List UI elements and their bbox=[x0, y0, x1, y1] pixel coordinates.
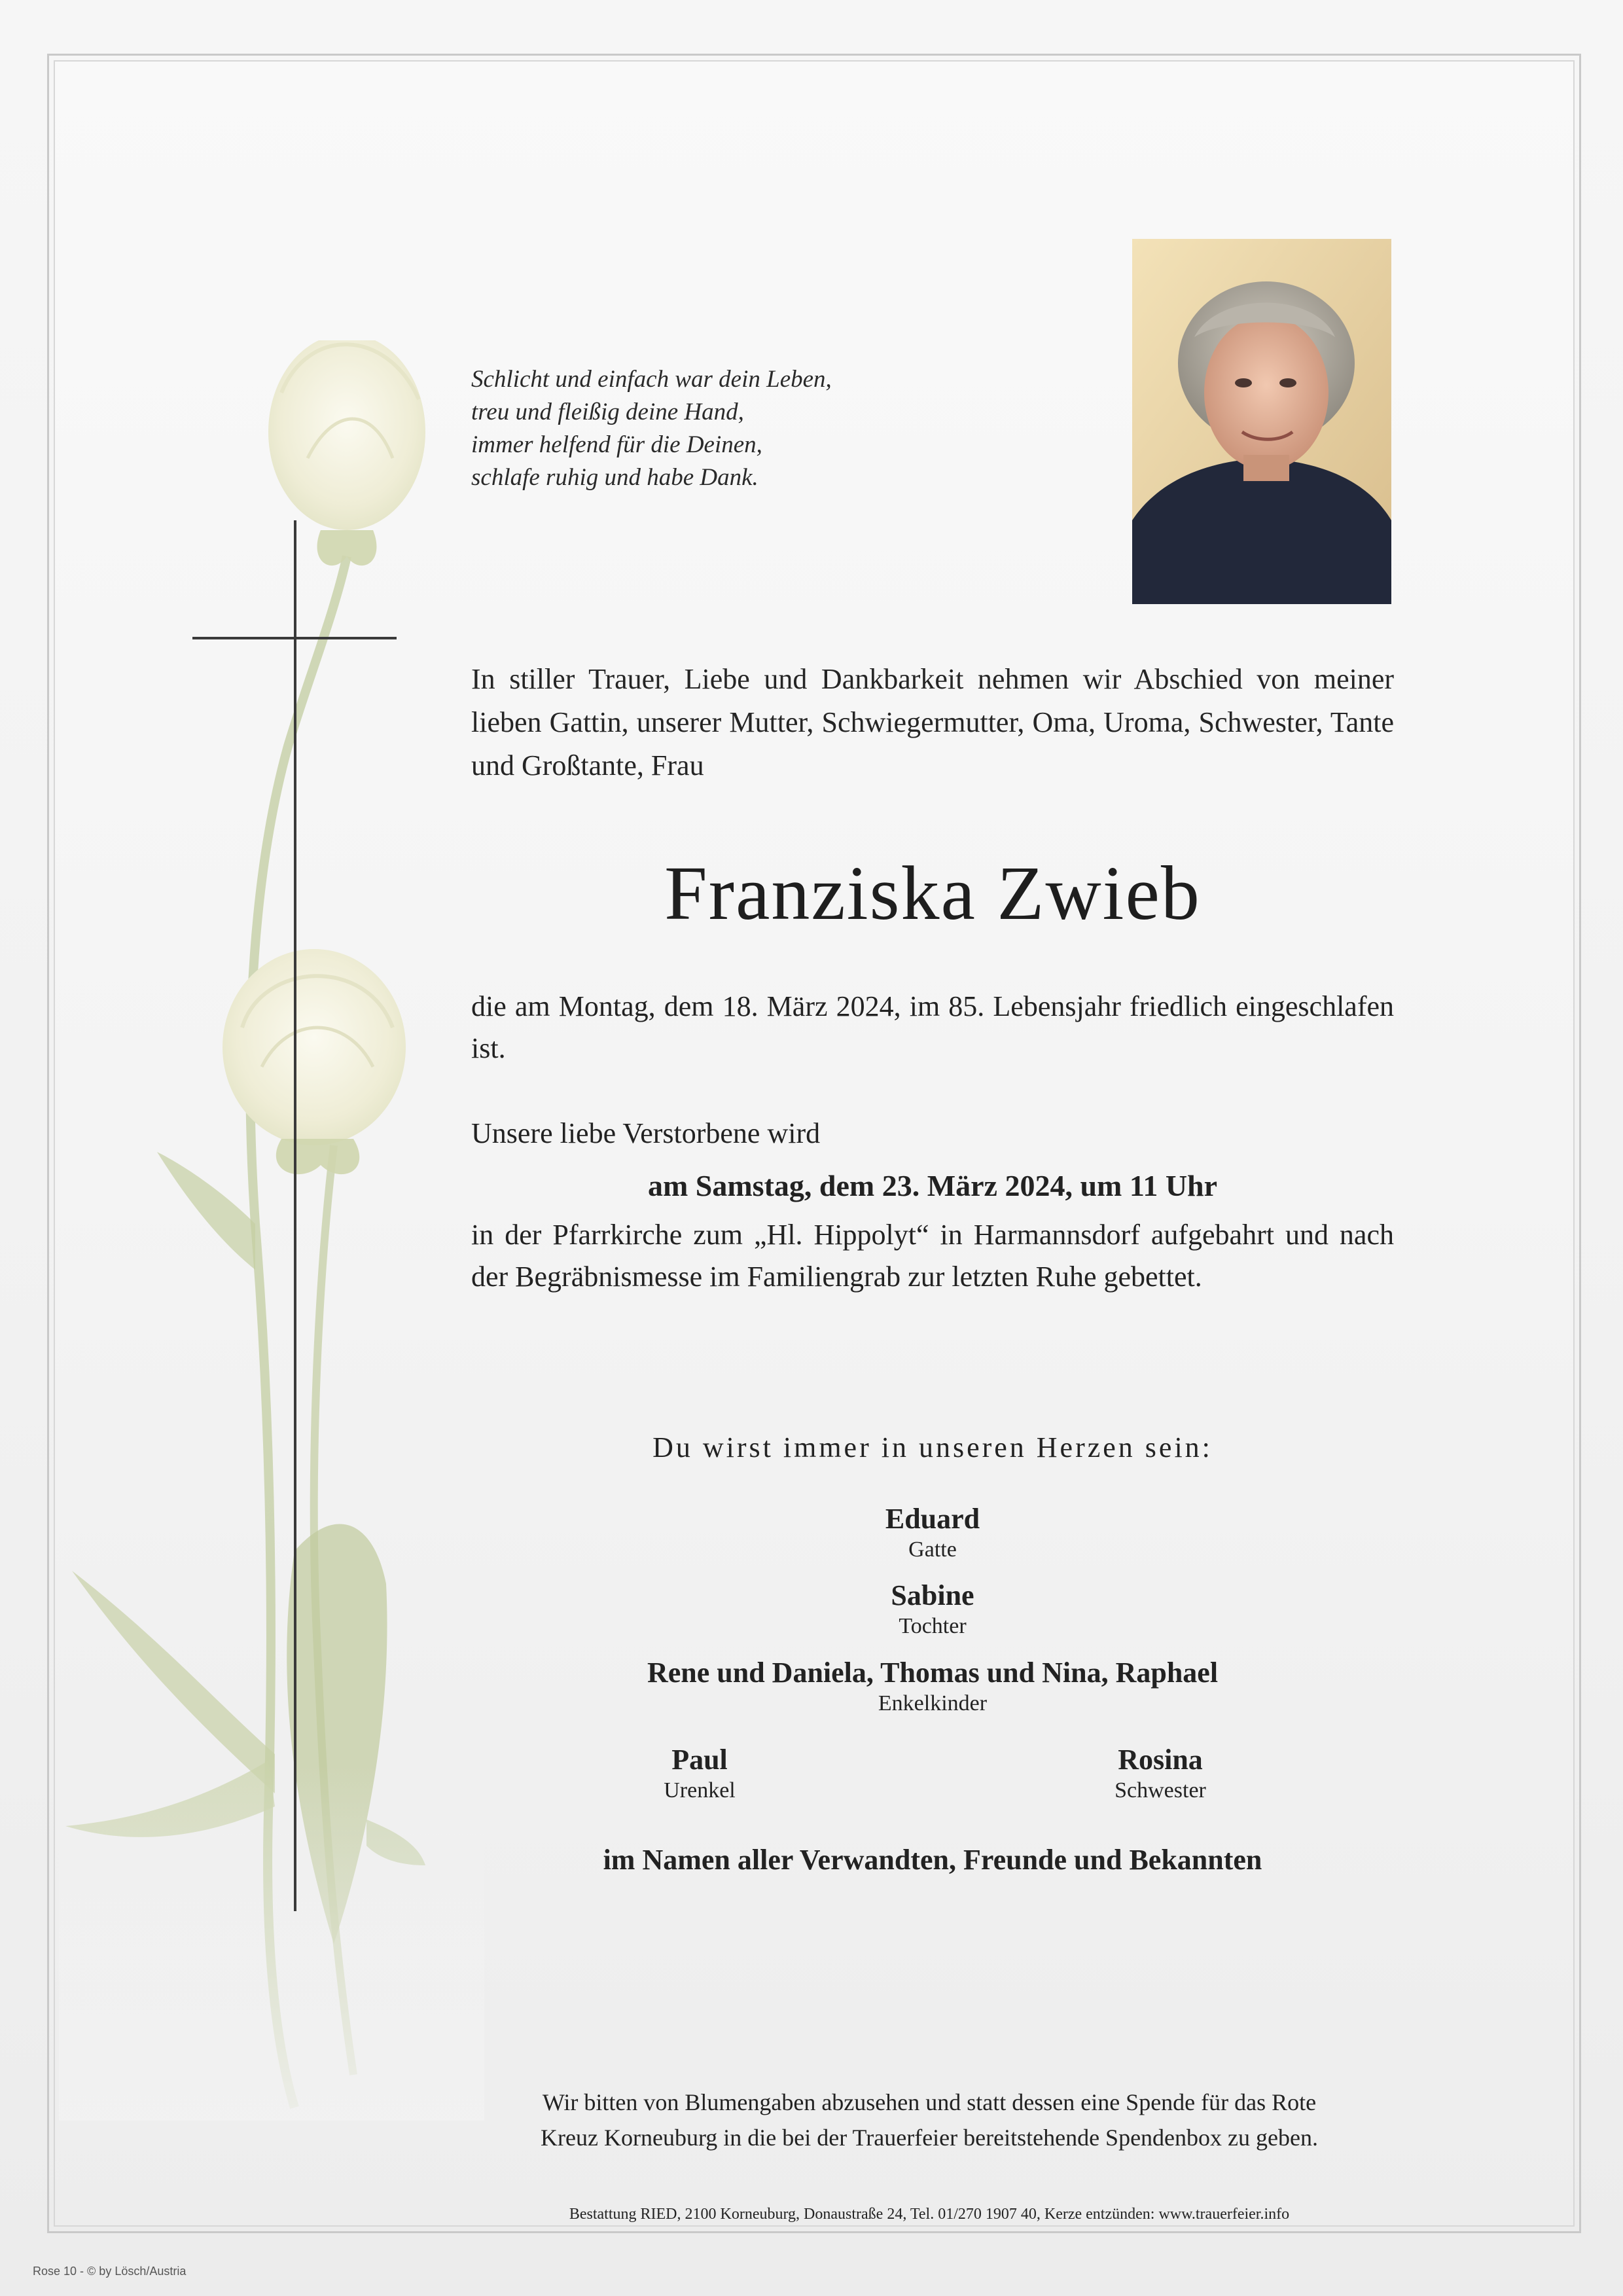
mourner-relation: Schwester bbox=[1115, 1778, 1206, 1803]
poem-line: treu und fleißig deine Hand, bbox=[471, 399, 744, 425]
cross-vertical-bar bbox=[294, 520, 296, 1911]
memorial-poem bbox=[471, 363, 929, 494]
rose-illustration bbox=[59, 340, 484, 2121]
closing-line: im Namen aller Verwandten, Freunde und Bekannten bbox=[603, 1844, 1262, 1876]
mourner-name: Eduard bbox=[885, 1503, 980, 1535]
cross-horizontal-bar bbox=[192, 637, 397, 639]
donation-note-line: Wir bitten von Blumengaben abzusehen und statt dessen eine Spende für das Rote bbox=[542, 2089, 1317, 2115]
mourner-name: Rosina bbox=[1118, 1744, 1203, 1776]
image-credit: Rose 10 - © by Lösch/Austria bbox=[33, 2265, 187, 2278]
poem-line: Schlicht und einfach war dein Leben, bbox=[471, 366, 832, 393]
burial-intro: Unsere liebe Verstorbene wird bbox=[471, 1117, 821, 1149]
portrait-photo bbox=[1132, 239, 1391, 604]
poem-line: immer helfend für die Deinen, bbox=[471, 431, 762, 458]
mourner-relation: Enkelkinder bbox=[878, 1691, 988, 1715]
death-text: die am Montag, dem 18. März 2024, im 85. Lebensjahr friedlich eingeschlafen ist. bbox=[471, 990, 1394, 1064]
hearts-line: Du wirst immer in unseren Herzen sein: bbox=[652, 1431, 1213, 1463]
mourner-grandchildren bbox=[540, 1656, 1325, 1717]
mourner-name: Rene und Daniela, Thomas und Nina, Raphael bbox=[647, 1657, 1219, 1689]
burial-date: am Samstag, dem 23. März 2024, um 11 Uhr bbox=[647, 1169, 1218, 1202]
mourner-spouse bbox=[802, 1502, 1063, 1564]
mourner-name: Sabine bbox=[891, 1579, 974, 1611]
mourner-relation: Tochter bbox=[899, 1614, 967, 1638]
mourner-great-grandchild bbox=[601, 1743, 798, 1804]
intro-text: In stiller Trauer, Liebe und Dankbarkeit nehmen wir Abschied von meiner lieben Gattin, unserer Mutter, Schwiegermutter, Oma, Uroma, Schwester, Tante und Großtante, Frau bbox=[471, 663, 1394, 781]
mourner-sister bbox=[1062, 1743, 1258, 1804]
mourner-relation: Gatte bbox=[908, 1537, 957, 1562]
poem-line: schlafe ruhig und habe Dank. bbox=[471, 464, 758, 491]
burial-details: in der Pfarrkirche zum „Hl. Hippolyt“ in Harmannsdorf aufgebahrt und nach der Begräbnismesse im Familiengrab zur letzten Ruhe gebettet. bbox=[471, 1219, 1394, 1293]
donation-note-line: Kreuz Korneuburg in die bei der Trauerfeier bereitstehende Spendenbox zu geben. bbox=[541, 2125, 1318, 2151]
mourner-relation: Urenkel bbox=[664, 1778, 736, 1803]
donation-note bbox=[419, 2085, 1440, 2155]
deceased-name: Franziska Zwieb bbox=[664, 850, 1201, 936]
mourner-name: Paul bbox=[671, 1744, 728, 1776]
funeral-home-footer: Bestattung RIED, 2100 Korneuburg, Donaustraße 24, Tel. 01/270 1907 40, Kerze entzünden: www.trauerfeier.info bbox=[569, 2206, 1290, 2223]
mourner-daughter bbox=[802, 1579, 1063, 1640]
